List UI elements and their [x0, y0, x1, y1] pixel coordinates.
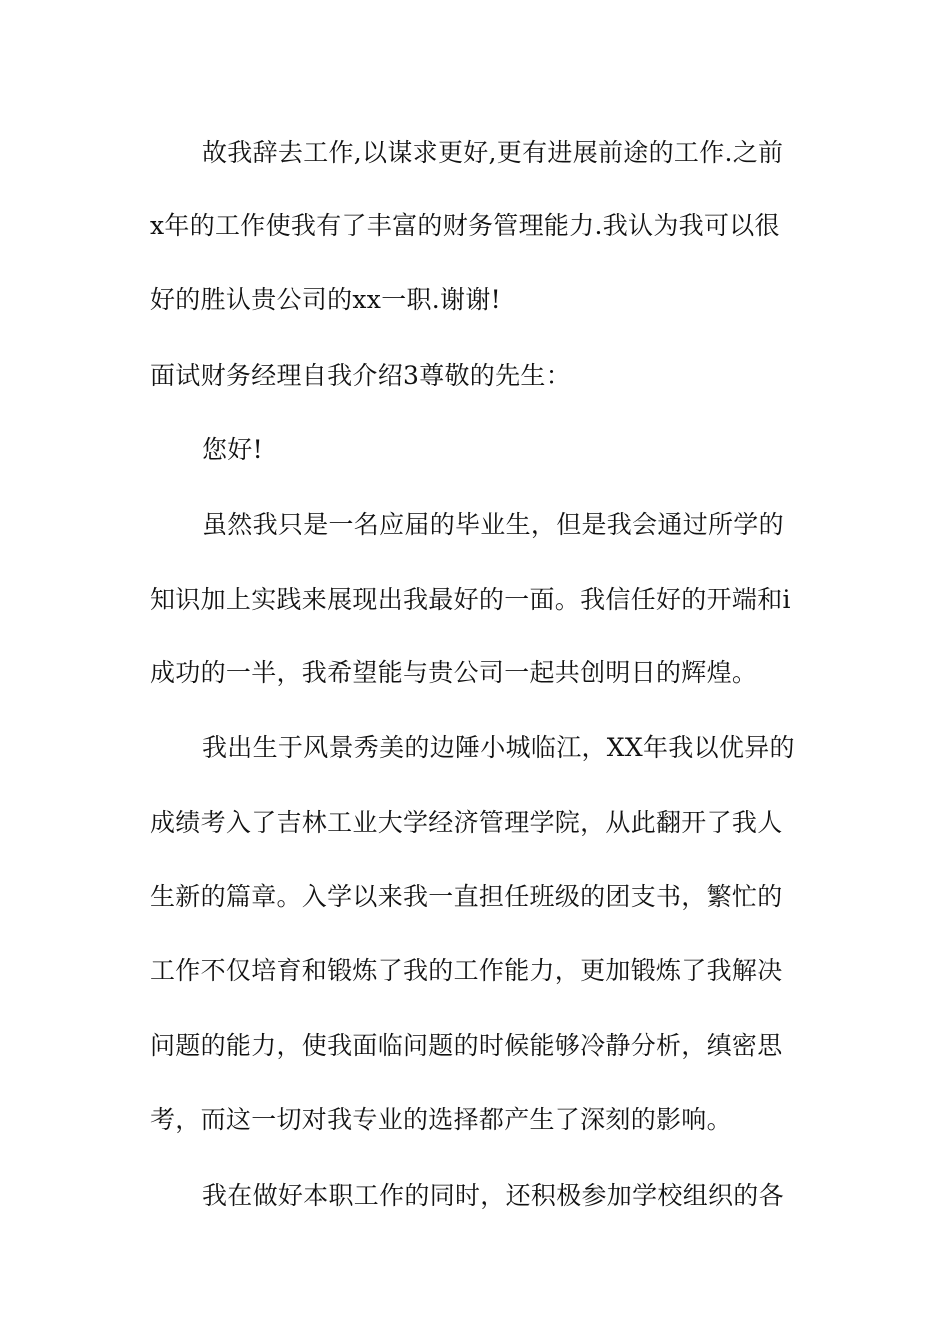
section-heading: 面试财务经理自我介绍3尊敬的先生：	[150, 361, 572, 390]
paragraph-line: 我在做好本职工作的同时，还积极参加学校组织的各	[202, 1181, 784, 1210]
paragraph-line: 我出生于风景秀美的边陲小城临江，XX年我以优异的	[202, 733, 795, 762]
paragraph-line: 故我辞去工作,以谋求更好,更有进展前途的工作.之前	[202, 138, 784, 167]
paragraph-line: 知识加上实践来展现出我最好的一面。我信任好的开端和i	[150, 585, 791, 614]
paragraph-line: 虽然我只是一名应届的毕业生，但是我会通过所学的	[202, 510, 784, 539]
paragraph-line: 生新的篇章。入学以来我一直担任班级的团支书，繁忙的	[150, 882, 783, 911]
paragraph-line: 工作不仅培育和锻炼了我的工作能力，更加锻炼了我解决	[150, 956, 783, 985]
paragraph-line: 好的胜认贵公司的xx一职.谢谢!	[150, 285, 501, 314]
paragraph-line: 成功的一半，我希望能与贵公司一起共创明日的辉煌。	[150, 658, 758, 687]
greeting-line: 您好!	[202, 435, 263, 464]
paragraph-line: 问题的能力，使我面临问题的时候能够冷静分析，缜密思	[150, 1031, 783, 1060]
paragraph-line: 成绩考入了吉林工业大学经济管理学院，从此翻开了我人	[150, 808, 783, 837]
paragraph-line: x年的工作使我有了丰富的财务管理能力.我认为我可以很	[150, 211, 780, 240]
paragraph-line: 考，而这一切对我专业的选择都产生了深刻的影响。	[150, 1105, 732, 1134]
